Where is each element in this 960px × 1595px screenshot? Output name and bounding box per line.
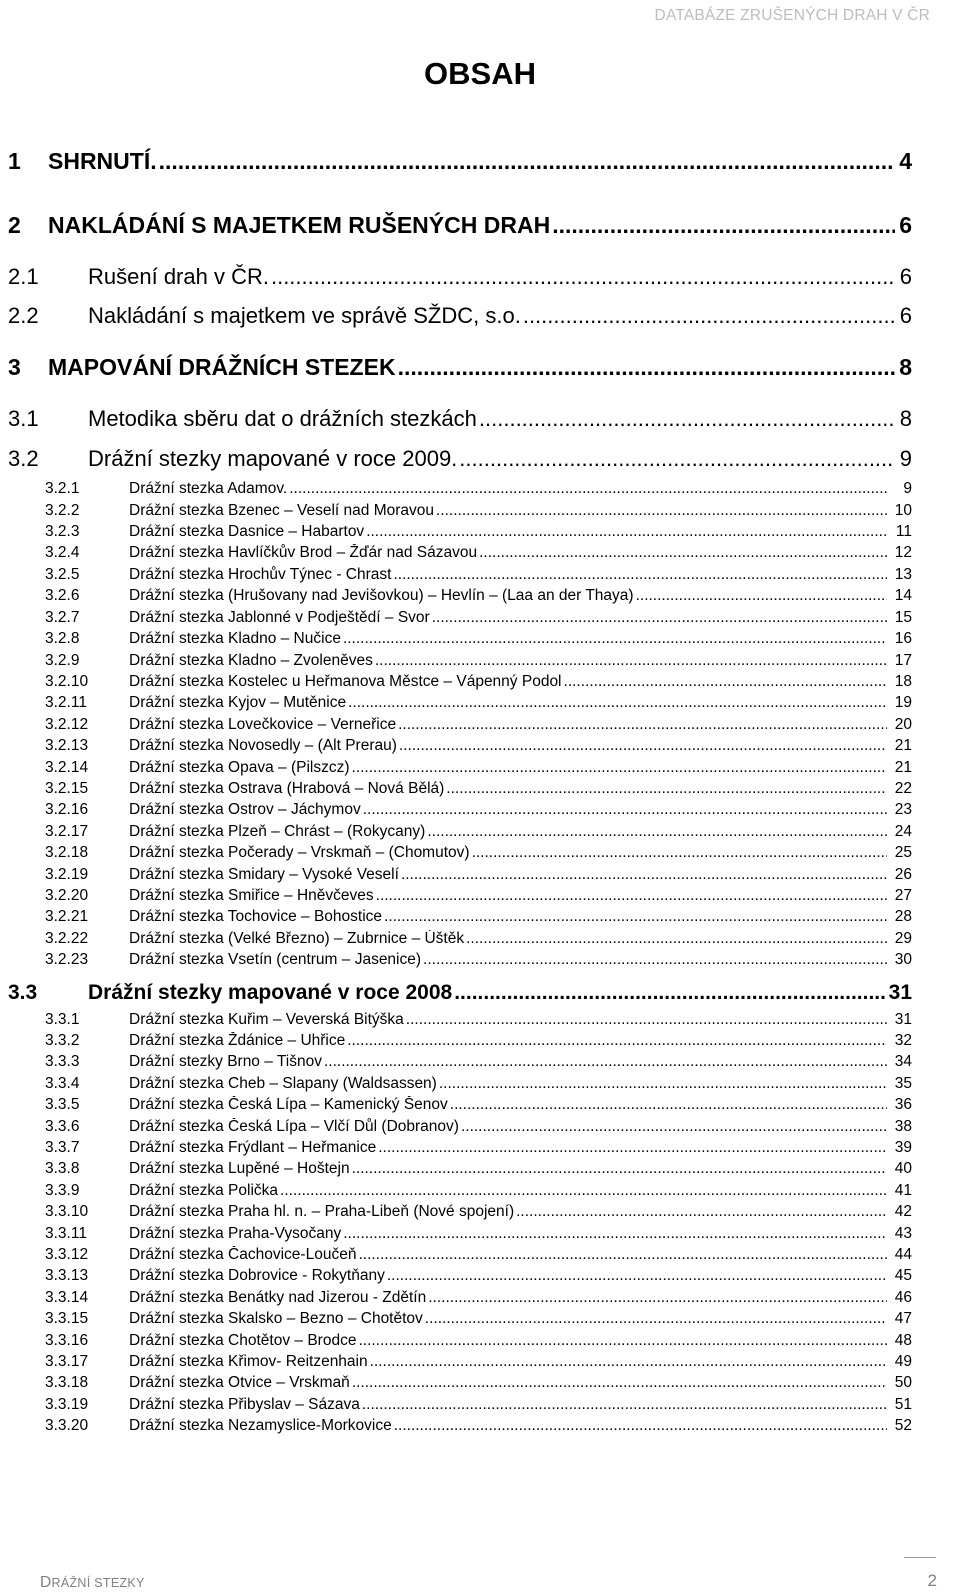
toc-entry[interactable] bbox=[45, 1139, 912, 1157]
toc-entry[interactable] bbox=[45, 1075, 912, 1093]
toc-title: Drážní stezka Jablonné v Podještědí – Svor bbox=[129, 609, 430, 626]
toc-page: 20 bbox=[894, 716, 912, 733]
toc-page: 38 bbox=[894, 1118, 912, 1135]
toc-page: 18 bbox=[894, 673, 912, 690]
toc-entry[interactable] bbox=[45, 908, 912, 926]
toc-number: 3.2.8 bbox=[45, 630, 80, 647]
toc-page: 46 bbox=[894, 1289, 912, 1306]
toc-number: 3.2.7 bbox=[45, 609, 80, 626]
toc-title: Drážní stezka Ždánice – Uhřice bbox=[129, 1032, 346, 1049]
toc-page: 51 bbox=[894, 1396, 912, 1413]
toc-leader bbox=[427, 823, 887, 841]
toc-leader bbox=[387, 1267, 887, 1285]
toc-leader bbox=[394, 1417, 887, 1435]
toc-title: Drážní stezka Plzeň – Chrást – (Rokycany) bbox=[129, 823, 426, 840]
toc-page: 16 bbox=[894, 630, 912, 647]
toc-title: Drážní stezky Brno – Tišnov bbox=[129, 1053, 322, 1070]
toc-number: 3.2.13 bbox=[45, 737, 89, 754]
toc-page: 17 bbox=[894, 652, 912, 669]
toc-number: 3.3.16 bbox=[45, 1332, 89, 1349]
toc-leader bbox=[352, 759, 887, 777]
toc-leader bbox=[343, 630, 887, 648]
toc-title: Drážní stezka Benátky nad Jizerou - Zdětín bbox=[129, 1289, 427, 1306]
toc-page: 6 bbox=[899, 212, 912, 238]
toc-title: Drážní stezka Nezamyslice-Morkovice bbox=[129, 1417, 392, 1434]
toc-number: 3.1 bbox=[8, 406, 39, 431]
toc-number: 3.3.12 bbox=[45, 1246, 89, 1263]
toc-page: 43 bbox=[894, 1225, 912, 1242]
toc-page: 52 bbox=[894, 1417, 912, 1434]
toc-entry[interactable] bbox=[45, 523, 912, 541]
toc-leader bbox=[399, 737, 887, 755]
toc-leader bbox=[343, 1225, 887, 1243]
toc-title: Drážní stezka (Velké Březno) – Zubrnice – Úštěk bbox=[129, 930, 465, 947]
toc-page: 23 bbox=[894, 801, 912, 818]
toc-number: 2.2 bbox=[8, 303, 39, 328]
toc-number: 3.2.17 bbox=[45, 823, 89, 840]
toc-number: 3.3.1 bbox=[45, 1011, 80, 1028]
toc-number: 3.3.8 bbox=[45, 1160, 80, 1177]
toc-entry[interactable] bbox=[45, 951, 912, 969]
toc-leader bbox=[159, 148, 895, 175]
toc-page: 41 bbox=[894, 1182, 912, 1199]
toc-entry[interactable] bbox=[8, 264, 912, 290]
toc-number: 3.2.6 bbox=[45, 587, 80, 604]
toc-page: 8 bbox=[899, 406, 912, 431]
toc-leader bbox=[375, 652, 887, 670]
toc-entry[interactable] bbox=[8, 981, 912, 1005]
toc-page: 25 bbox=[894, 844, 912, 861]
toc-number: 3.3.19 bbox=[45, 1396, 89, 1413]
toc-leader bbox=[358, 1246, 887, 1264]
toc-title: Nakládání s majetkem ve správě SŽDC, s.o. bbox=[88, 303, 521, 328]
toc-title: Drážní stezka Kladno – Zvoleněves bbox=[129, 652, 373, 669]
toc-number: 3.3.17 bbox=[45, 1353, 89, 1370]
toc-page: 42 bbox=[894, 1203, 912, 1220]
toc-title: Drážní stezka Křimov- Reitzenhain bbox=[129, 1353, 368, 1370]
toc-leader bbox=[398, 354, 895, 381]
toc-page: 24 bbox=[894, 823, 912, 840]
toc-number: 3.3.15 bbox=[45, 1310, 89, 1327]
toc-leader bbox=[352, 1374, 887, 1392]
toc-leader bbox=[378, 1139, 887, 1157]
toc-title: Drážní stezka Smidary – Vysoké Veselí bbox=[129, 866, 399, 883]
toc-page: 6 bbox=[899, 303, 912, 328]
toc-title: Drážní stezka Frýdlant – Heřmanice bbox=[129, 1139, 377, 1156]
toc-leader bbox=[393, 566, 887, 584]
toc-number: 3.2.21 bbox=[45, 908, 89, 925]
toc-entry[interactable] bbox=[45, 780, 912, 798]
toc-title: Drážní stezka Ostrava (Hrabová – Nová Bělá) bbox=[129, 780, 445, 797]
toc-number: 3.2.12 bbox=[45, 716, 89, 733]
toc-number: 3.2.11 bbox=[45, 694, 87, 711]
toc-leader bbox=[362, 1396, 887, 1414]
toc-title: Drážní stezka Kyjov – Mutěnice bbox=[129, 694, 347, 711]
toc-number: 3.2.14 bbox=[45, 759, 89, 776]
toc-title: Drážní stezka Novosedly – (Alt Prerau) bbox=[129, 737, 397, 754]
toc-leader bbox=[376, 887, 887, 905]
toc-leader bbox=[347, 1032, 887, 1050]
toc-entry[interactable] bbox=[45, 566, 912, 584]
toc-number: 3.3.14 bbox=[45, 1289, 89, 1306]
toc-leader bbox=[479, 406, 895, 432]
toc-entry[interactable] bbox=[45, 737, 912, 755]
toc-entry[interactable] bbox=[45, 1011, 912, 1029]
toc-number: 3.2.16 bbox=[45, 801, 89, 818]
toc-number: 3.2.2 bbox=[45, 502, 80, 519]
toc-entry[interactable] bbox=[45, 673, 912, 691]
toc-number: 3.2.19 bbox=[45, 866, 89, 883]
toc-leader bbox=[425, 1310, 887, 1328]
toc-title: Drážní stezka Kladno – Nučice bbox=[129, 630, 341, 647]
toc-leader bbox=[348, 694, 887, 712]
toc-page: 44 bbox=[894, 1246, 912, 1263]
toc-number: 3.3.10 bbox=[45, 1203, 89, 1220]
toc-leader bbox=[436, 502, 887, 520]
toc-page: 9 bbox=[899, 446, 912, 471]
toc-title: Drážní stezka Ostrov – Jáchymov bbox=[129, 801, 361, 818]
toc-leader bbox=[454, 981, 885, 1005]
toc-entry[interactable] bbox=[45, 1374, 912, 1392]
toc-number: 3.3.4 bbox=[45, 1075, 80, 1092]
toc-page: 9 bbox=[903, 480, 912, 497]
toc-number: 1 bbox=[8, 148, 21, 174]
toc-title: Drážní stezka Kostelec u Heřmanova Městce – Vápenný Podol bbox=[129, 673, 562, 690]
toc-entry[interactable] bbox=[45, 1053, 912, 1071]
toc-entry[interactable] bbox=[45, 1417, 912, 1435]
toc-number: 3.3.7 bbox=[45, 1139, 80, 1156]
toc-entry[interactable] bbox=[45, 1332, 912, 1350]
footer-label-rest: RÁŽNÍ STEZKY bbox=[51, 1576, 145, 1590]
toc-number: 3.3.18 bbox=[45, 1374, 89, 1391]
toc-page: 49 bbox=[894, 1353, 912, 1370]
toc-page: 35 bbox=[894, 1075, 912, 1092]
toc-number: 3.2.5 bbox=[45, 566, 80, 583]
toc-page: 39 bbox=[894, 1139, 912, 1156]
toc-leader bbox=[280, 1182, 887, 1200]
toc-number: 3.2.15 bbox=[45, 780, 89, 797]
toc-leader bbox=[401, 866, 887, 884]
toc-entry[interactable] bbox=[8, 148, 912, 175]
page-title: OBSAH bbox=[424, 56, 536, 91]
toc-page: 27 bbox=[894, 887, 912, 904]
toc-page: 36 bbox=[894, 1096, 912, 1113]
toc-leader bbox=[352, 1160, 887, 1178]
toc-page: 15 bbox=[894, 609, 912, 626]
toc-number: 2 bbox=[8, 212, 21, 238]
toc-leader bbox=[324, 1053, 887, 1071]
toc-title: Drážní stezka Opava – (Pilszcz) bbox=[129, 759, 350, 776]
toc-number: 3.2.23 bbox=[45, 951, 89, 968]
toc-entry[interactable] bbox=[45, 1353, 912, 1371]
toc-number: 3.2.20 bbox=[45, 887, 89, 904]
toc-title: Drážní stezka Počerady – Vrskmaň – (Chomutov) bbox=[129, 844, 470, 861]
toc-leader bbox=[370, 1353, 887, 1371]
toc-page: 14 bbox=[894, 587, 912, 604]
toc-entry[interactable] bbox=[45, 480, 912, 498]
toc-entry[interactable] bbox=[45, 1396, 912, 1414]
toc-leader bbox=[516, 1203, 887, 1221]
toc-page: 50 bbox=[894, 1374, 912, 1391]
footer-label bbox=[40, 1574, 145, 1592]
toc-number: 3.3.13 bbox=[45, 1267, 89, 1284]
footer-label-initial: D bbox=[40, 1574, 52, 1591]
toc-entry[interactable] bbox=[45, 652, 912, 670]
toc-page: 6 bbox=[899, 264, 912, 289]
toc-leader bbox=[472, 844, 887, 862]
toc-entry[interactable] bbox=[8, 303, 912, 329]
toc-title: Drážní stezka Dasnice – Habartov bbox=[129, 523, 365, 540]
toc-leader bbox=[423, 951, 887, 969]
toc-number: 3.2.4 bbox=[45, 544, 80, 561]
toc-leader bbox=[523, 303, 895, 329]
toc-number: 3.2.1 bbox=[45, 480, 80, 497]
toc-number: 3.3.2 bbox=[45, 1032, 80, 1049]
toc-title: Drážní stezka Vsetín (centrum – Jasenice) bbox=[129, 951, 422, 968]
toc-page: 47 bbox=[894, 1310, 912, 1327]
toc-title: Drážní stezka Adamov. bbox=[129, 480, 288, 497]
toc-page: 28 bbox=[894, 908, 912, 925]
toc-entry[interactable] bbox=[45, 716, 912, 734]
toc-title: Drážní stezky mapované v roce 2009. bbox=[88, 446, 458, 471]
toc-entry[interactable] bbox=[45, 630, 912, 648]
toc-page: 26 bbox=[894, 866, 912, 883]
toc-title: Drážní stezka Skalsko – Bezno – Chotětov bbox=[129, 1310, 423, 1327]
toc-entry[interactable] bbox=[8, 212, 912, 239]
toc-leader bbox=[636, 587, 887, 605]
toc-entry[interactable] bbox=[45, 1225, 912, 1243]
toc-title: Drážní stezka Lupěné – Hoštejn bbox=[129, 1160, 350, 1177]
toc-title: Metodika sběru dat o drážních stezkách bbox=[88, 406, 477, 431]
toc-page: 29 bbox=[894, 930, 912, 947]
toc-page: 12 bbox=[894, 544, 912, 561]
toc-entry[interactable] bbox=[45, 844, 912, 862]
toc-entry[interactable] bbox=[45, 1160, 912, 1178]
toc-leader bbox=[450, 1096, 887, 1114]
toc-number: 3.3.5 bbox=[45, 1096, 80, 1113]
toc-page: 34 bbox=[894, 1053, 912, 1070]
toc-title: Drážní stezka Praha hl. n. – Praha-Libeň (Nové spojení) bbox=[129, 1203, 515, 1220]
toc-entry[interactable] bbox=[45, 759, 912, 777]
toc-entry[interactable] bbox=[45, 1118, 912, 1136]
toc-title: Drážní stezka Hrochův Týnec - Chrast bbox=[129, 566, 392, 583]
toc-number: 3.3.20 bbox=[45, 1417, 89, 1434]
toc-title: Drážní stezka (Hrušovany nad Jevišovkou) – Hevlín – (Laa an der Thaya) bbox=[129, 587, 634, 604]
toc-leader bbox=[439, 1075, 887, 1093]
toc-page: 48 bbox=[894, 1332, 912, 1349]
toc-entry[interactable] bbox=[45, 1203, 912, 1221]
toc-entry[interactable] bbox=[45, 1267, 912, 1285]
toc-page: 31 bbox=[888, 981, 912, 1004]
toc-entry[interactable] bbox=[45, 801, 912, 819]
toc-page: 8 bbox=[899, 354, 912, 380]
toc-number: 3.2.9 bbox=[45, 652, 80, 669]
toc-entry[interactable] bbox=[45, 544, 912, 562]
toc-page: 30 bbox=[894, 951, 912, 968]
toc-leader bbox=[384, 908, 887, 926]
toc-title: MAPOVÁNÍ DRÁŽNÍCH STEZEK bbox=[48, 354, 396, 380]
toc-title: Drážní stezka Havlíčkův Brod – Žďár nad Sázavou bbox=[129, 544, 478, 561]
toc-page: 32 bbox=[894, 1032, 912, 1049]
toc-leader bbox=[461, 1118, 887, 1136]
toc-page: 40 bbox=[894, 1160, 912, 1177]
toc-entry[interactable] bbox=[8, 406, 912, 432]
toc-title: Drážní stezka Praha-Vysočany bbox=[129, 1225, 342, 1242]
toc-title: Drážní stezka Bzenec – Veselí nad Moravou bbox=[129, 502, 434, 519]
toc-entry[interactable] bbox=[45, 502, 912, 520]
toc-page: 19 bbox=[894, 694, 912, 711]
toc-title: Drážní stezka Otvice – Vrskmaň bbox=[129, 1374, 350, 1391]
toc-page: 21 bbox=[894, 759, 912, 776]
toc-number: 3.3.6 bbox=[45, 1118, 80, 1135]
toc-title: Drážní stezka Lovečkovice – Verneřice bbox=[129, 716, 397, 733]
toc-entry[interactable] bbox=[8, 446, 912, 472]
toc-number: 3.3 bbox=[8, 981, 38, 1004]
toc-entry[interactable] bbox=[45, 1182, 912, 1200]
toc-leader bbox=[271, 264, 895, 290]
toc-title: Drážní stezky mapované v roce 2008 bbox=[88, 981, 453, 1004]
toc-title: Drážní stezka Kuřim – Veverská Bitýška bbox=[129, 1011, 404, 1028]
toc-entry[interactable] bbox=[45, 587, 912, 605]
toc-title: Drážní stezka Polička bbox=[129, 1182, 279, 1199]
toc-page: 11 bbox=[895, 523, 912, 540]
toc-page: 21 bbox=[894, 737, 912, 754]
toc-page: 10 bbox=[894, 502, 912, 519]
toc-title: NAKLÁDÁNÍ S MAJETKEM RUŠENÝCH DRAH bbox=[48, 212, 551, 238]
toc-entry[interactable] bbox=[45, 1289, 912, 1307]
toc-entry[interactable] bbox=[45, 1246, 912, 1264]
toc-leader bbox=[446, 780, 887, 798]
toc-title: Drážní stezka Česká Lípa – Kamenický Šenov bbox=[129, 1096, 448, 1113]
toc-number: 3.2.22 bbox=[45, 930, 89, 947]
toc-title: Drážní stezka Smiřice – Hněvčeves bbox=[129, 887, 374, 904]
toc-page: 31 bbox=[894, 1011, 912, 1028]
toc-leader bbox=[459, 446, 895, 472]
toc-leader bbox=[406, 1011, 887, 1029]
toc-title: Drážní stezka Čachovice-Loučeň bbox=[129, 1246, 357, 1263]
toc-page: 45 bbox=[894, 1267, 912, 1284]
toc-page: 4 bbox=[899, 148, 912, 174]
toc-leader bbox=[432, 609, 887, 627]
toc-leader bbox=[358, 1332, 887, 1350]
toc-number: 3.2.10 bbox=[45, 673, 89, 690]
toc-page: 13 bbox=[894, 566, 912, 583]
footer-divider bbox=[904, 1557, 936, 1558]
toc-entry[interactable] bbox=[45, 887, 912, 905]
toc-entry[interactable] bbox=[45, 1032, 912, 1050]
toc-leader bbox=[363, 801, 887, 819]
toc-entry[interactable] bbox=[45, 823, 912, 841]
toc-title: Drážní stezka Chotětov – Brodce bbox=[129, 1332, 357, 1349]
toc-leader bbox=[564, 673, 887, 691]
toc-title: Drážní stezka Česká Lípa – Vlčí Důl (Dobranov) bbox=[129, 1118, 459, 1135]
toc-number: 3.3.11 bbox=[45, 1225, 87, 1242]
toc-entry[interactable] bbox=[45, 609, 912, 627]
toc-entry[interactable] bbox=[45, 866, 912, 884]
toc-entry[interactable] bbox=[45, 1310, 912, 1328]
toc-leader bbox=[428, 1289, 887, 1307]
toc-title: Rušení drah v ČR. bbox=[88, 264, 269, 289]
toc-number: 3.2.18 bbox=[45, 844, 89, 861]
toc-leader bbox=[366, 523, 887, 541]
toc-title: Drážní stezka Dobrovice - Rokytňany bbox=[129, 1267, 385, 1284]
footer-page-number: 2 bbox=[927, 1571, 937, 1590]
toc-entry[interactable] bbox=[45, 1096, 912, 1114]
toc-leader bbox=[479, 544, 887, 562]
toc-number: 2.1 bbox=[8, 264, 39, 289]
toc-number: 3 bbox=[8, 354, 21, 380]
toc-entry[interactable] bbox=[45, 930, 912, 948]
toc-leader bbox=[398, 716, 887, 734]
toc-title: Drážní stezka Cheb – Slapany (Waldsassen) bbox=[129, 1075, 437, 1092]
toc-number: 3.2.3 bbox=[45, 523, 80, 540]
running-header: DATABÁZE ZRUŠENÝCH DRAH V ČR bbox=[654, 7, 930, 24]
toc-leader bbox=[466, 930, 887, 948]
toc-leader bbox=[289, 480, 887, 498]
toc-page: 22 bbox=[894, 780, 912, 797]
toc-title: Drážní stezka Tochovice – Bohostice bbox=[129, 908, 383, 925]
toc-number: 3.3.3 bbox=[45, 1053, 80, 1070]
toc-number: 3.3.9 bbox=[45, 1182, 80, 1199]
toc-title: SHRNUTÍ. bbox=[48, 148, 157, 174]
toc-title: Drážní stezka Přibyslav – Sázava bbox=[129, 1396, 360, 1413]
toc-entry[interactable] bbox=[45, 694, 912, 712]
toc-number: 3.2 bbox=[8, 446, 39, 471]
toc-entry[interactable] bbox=[8, 354, 912, 381]
toc-leader bbox=[552, 212, 895, 239]
